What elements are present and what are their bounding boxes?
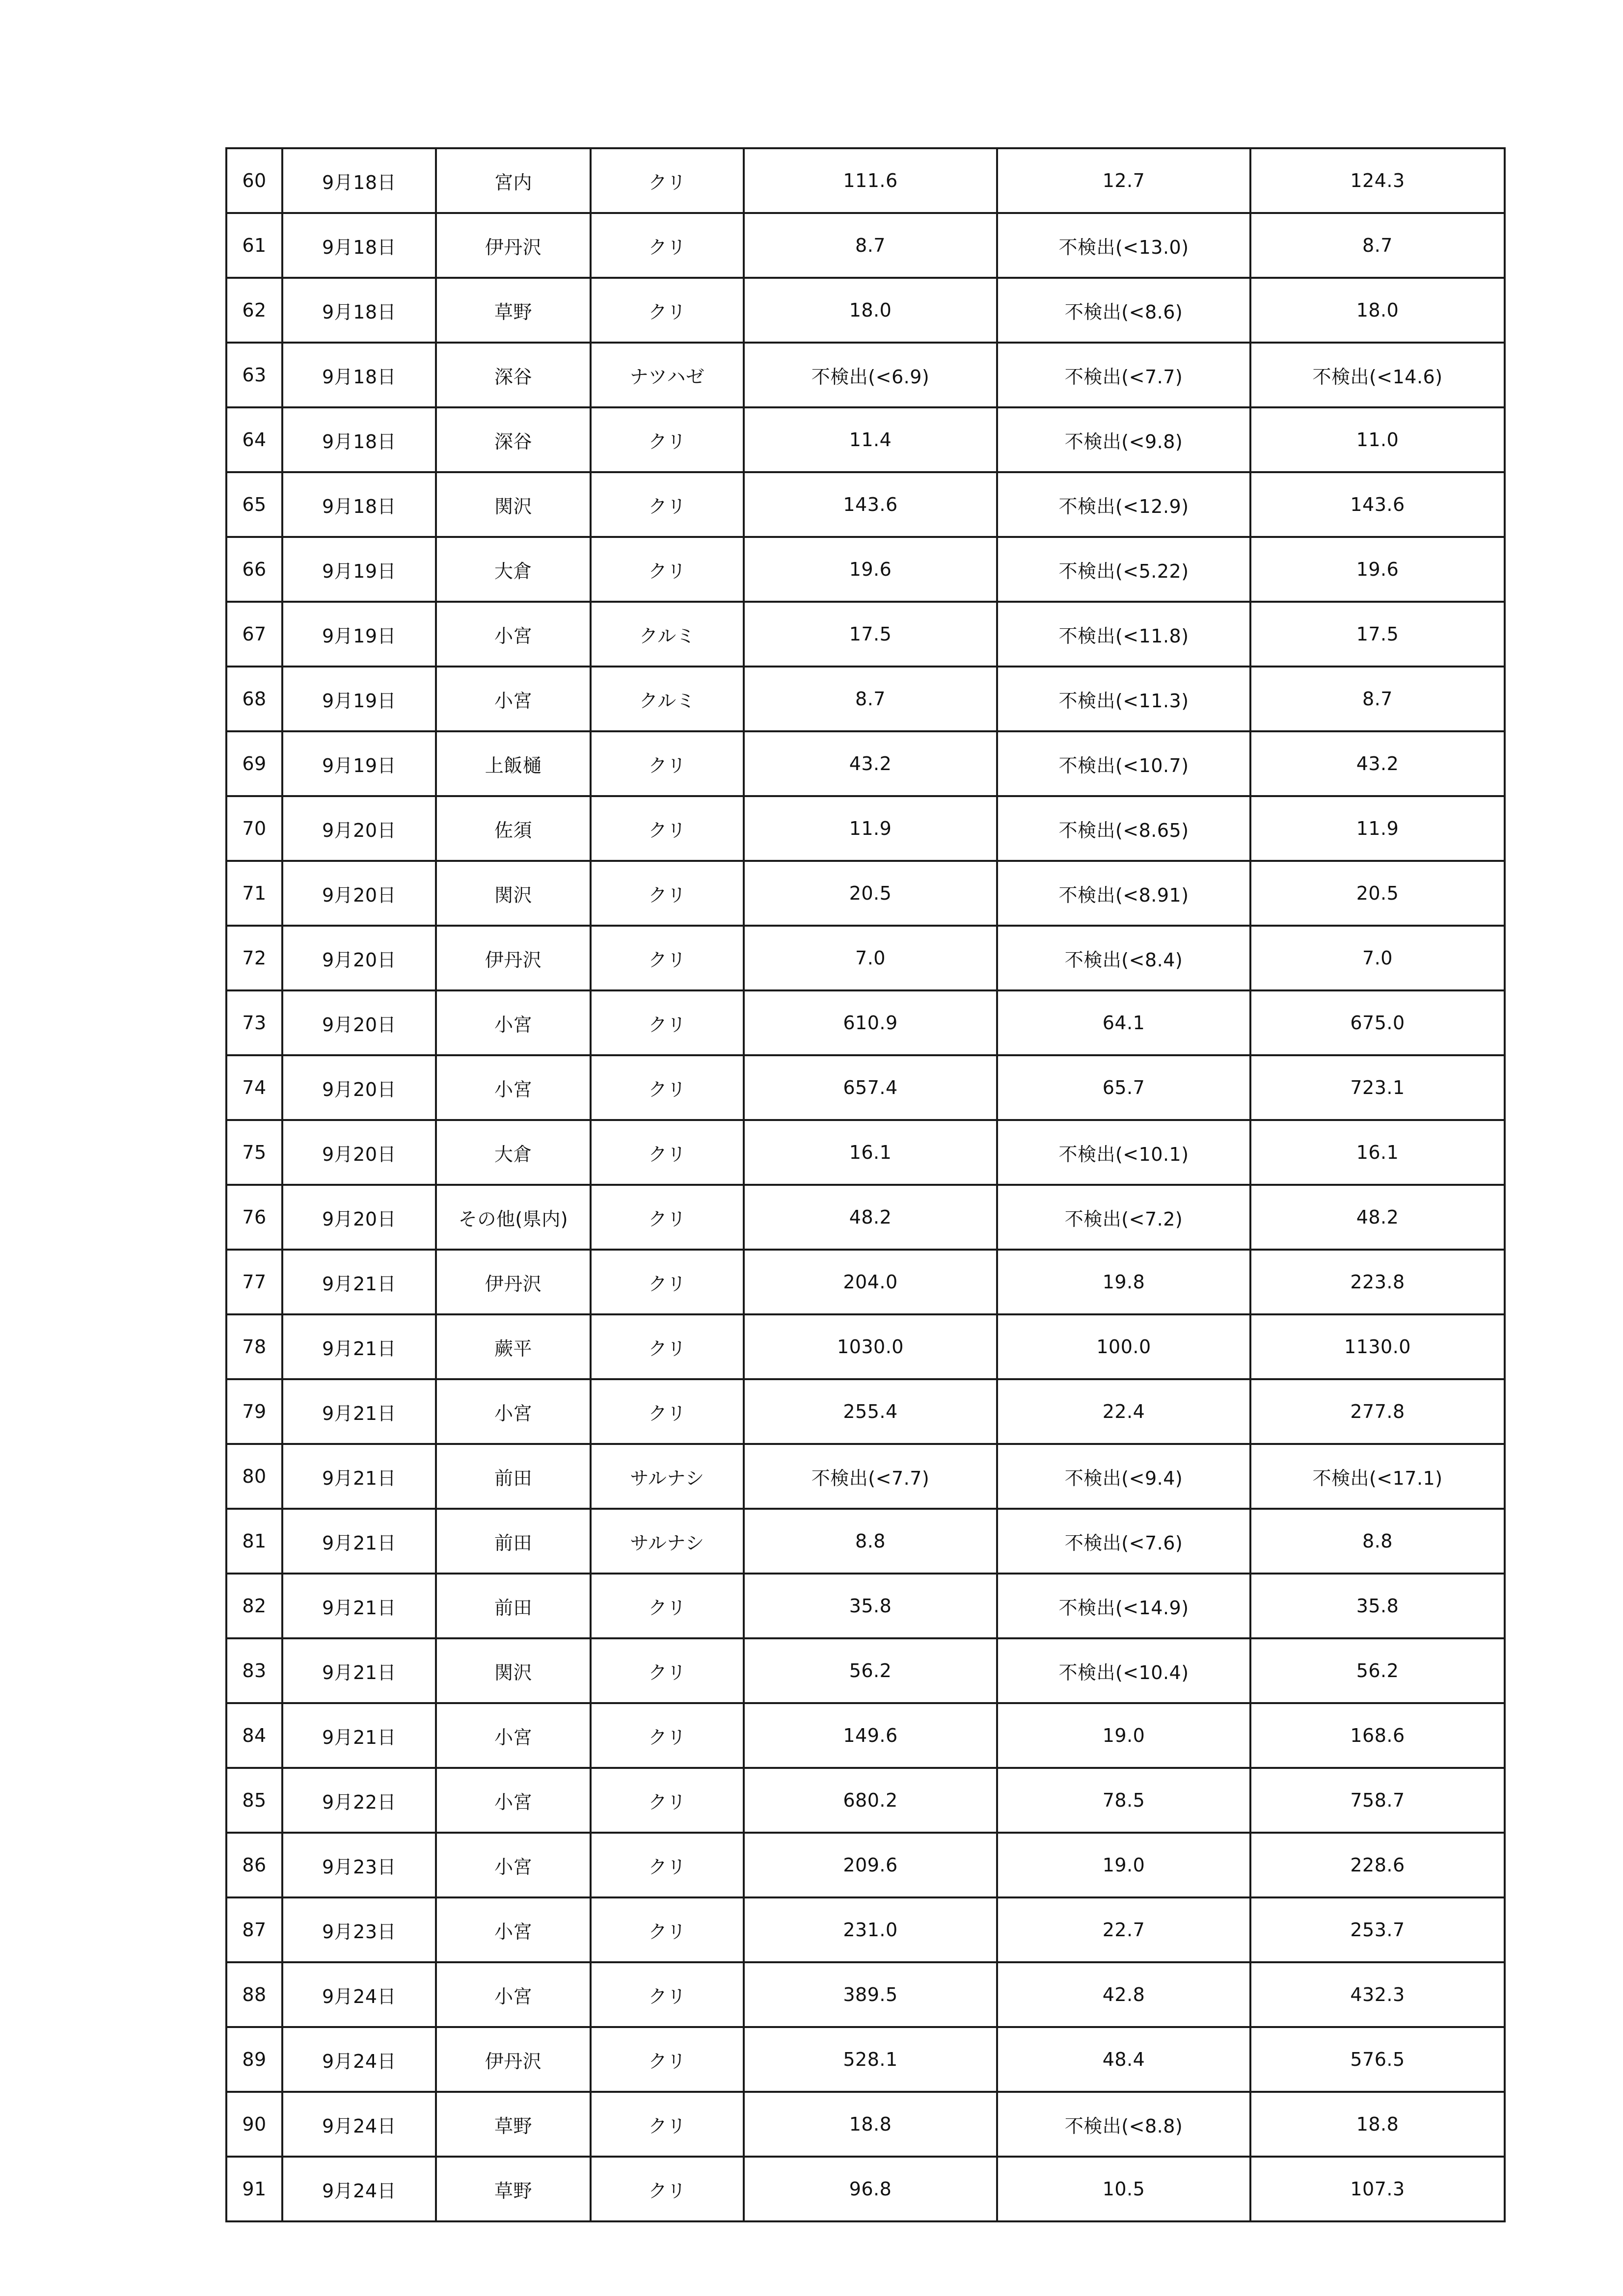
row-number-cell: 80 — [226, 1444, 282, 1509]
table-row — [226, 148, 1505, 213]
value-1-cell: 96.8 — [744, 2157, 997, 2221]
table-row — [226, 926, 1505, 990]
date-cell: 9月20日 — [282, 861, 436, 926]
value-1-cell: 17.5 — [744, 602, 997, 667]
row-number-cell: 60 — [226, 148, 282, 213]
area-cell: 小宮 — [436, 1703, 591, 1768]
date-cell: 9月18日 — [282, 407, 436, 472]
row-number-cell: 91 — [226, 2157, 282, 2221]
area-cell: 前田 — [436, 1444, 591, 1509]
value-1-cell: 43.2 — [744, 731, 997, 796]
item-cell: クルミ — [591, 667, 744, 731]
row-number-cell: 62 — [226, 278, 282, 343]
item-cell: クリ — [591, 1250, 744, 1314]
date-cell: 9月21日 — [282, 1250, 436, 1314]
value-3-cell: 不検出(<17.1) — [1250, 1444, 1505, 1509]
value-2-cell: 不検出(<9.8) — [997, 407, 1250, 472]
item-cell: クリ — [591, 990, 744, 1055]
row-number-cell: 68 — [226, 667, 282, 731]
item-cell: クリ — [591, 1379, 744, 1444]
area-cell: 小宮 — [436, 667, 591, 731]
value-1-cell: 11.4 — [744, 407, 997, 472]
area-cell: 伊丹沢 — [436, 2027, 591, 2092]
value-2-cell: 不検出(<11.3) — [997, 667, 1250, 731]
area-cell: 上飯樋 — [436, 731, 591, 796]
item-cell: クリ — [591, 1574, 744, 1638]
date-cell: 9月21日 — [282, 1444, 436, 1509]
item-cell: クリ — [591, 731, 744, 796]
item-cell: クリ — [591, 796, 744, 861]
item-cell: クリ — [591, 861, 744, 926]
table-row — [226, 1703, 1505, 1768]
row-number-cell: 65 — [226, 472, 282, 537]
value-2-cell: 不検出(<13.0) — [997, 213, 1250, 278]
value-2-cell: 不検出(<8.65) — [997, 796, 1250, 861]
table-row — [226, 1768, 1505, 1833]
value-1-cell: 149.6 — [744, 1703, 997, 1768]
area-cell: 前田 — [436, 1509, 591, 1574]
area-cell: 小宮 — [436, 1897, 591, 1962]
area-cell: 深谷 — [436, 407, 591, 472]
value-2-cell: 不検出(<5.22) — [997, 537, 1250, 602]
value-2-cell: 不検出(<10.7) — [997, 731, 1250, 796]
value-3-cell: 223.8 — [1250, 1250, 1505, 1314]
item-cell: クリ — [591, 1638, 744, 1703]
date-cell: 9月21日 — [282, 1574, 436, 1638]
value-3-cell: 8.7 — [1250, 213, 1505, 278]
value-2-cell: 不検出(<7.6) — [997, 1509, 1250, 1574]
date-cell: 9月21日 — [282, 1638, 436, 1703]
item-cell: クリ — [591, 2157, 744, 2221]
area-cell: 伊丹沢 — [436, 213, 591, 278]
date-cell: 9月21日 — [282, 1509, 436, 1574]
item-cell: クリ — [591, 1120, 744, 1185]
area-cell: 小宮 — [436, 1768, 591, 1833]
measurement-table — [225, 147, 1506, 2222]
date-cell: 9月19日 — [282, 537, 436, 602]
item-cell: クルミ — [591, 602, 744, 667]
value-2-cell: 不検出(<8.91) — [997, 861, 1250, 926]
table-row — [226, 1120, 1505, 1185]
row-number-cell: 81 — [226, 1509, 282, 1574]
date-cell: 9月19日 — [282, 731, 436, 796]
area-cell: 小宮 — [436, 602, 591, 667]
item-cell: クリ — [591, 213, 744, 278]
table-row — [226, 1962, 1505, 2027]
value-2-cell: 不検出(<14.9) — [997, 1574, 1250, 1638]
table-row — [226, 2157, 1505, 2221]
value-3-cell: 723.1 — [1250, 1055, 1505, 1120]
value-2-cell: 100.0 — [997, 1314, 1250, 1379]
item-cell: ナツハゼ — [591, 343, 744, 407]
value-1-cell: 610.9 — [744, 990, 997, 1055]
area-cell: 蕨平 — [436, 1314, 591, 1379]
value-1-cell: 8.7 — [744, 667, 997, 731]
area-cell: 関沢 — [436, 1638, 591, 1703]
value-3-cell: 253.7 — [1250, 1897, 1505, 1962]
row-number-cell: 90 — [226, 2092, 282, 2157]
date-cell: 9月23日 — [282, 1897, 436, 1962]
table-row — [226, 1833, 1505, 1897]
row-number-cell: 74 — [226, 1055, 282, 1120]
value-1-cell: 20.5 — [744, 861, 997, 926]
value-2-cell: 19.0 — [997, 1703, 1250, 1768]
item-cell: サルナシ — [591, 1509, 744, 1574]
item-cell: クリ — [591, 1055, 744, 1120]
value-3-cell: 11.0 — [1250, 407, 1505, 472]
value-1-cell: 19.6 — [744, 537, 997, 602]
area-cell: 前田 — [436, 1574, 591, 1638]
table-body — [226, 148, 1505, 2221]
value-1-cell: 7.0 — [744, 926, 997, 990]
area-cell: 小宮 — [436, 1379, 591, 1444]
item-cell: クリ — [591, 2092, 744, 2157]
value-2-cell: 22.4 — [997, 1379, 1250, 1444]
row-number-cell: 66 — [226, 537, 282, 602]
value-2-cell: 不検出(<8.8) — [997, 2092, 1250, 2157]
value-1-cell: 680.2 — [744, 1768, 997, 1833]
value-2-cell: 不検出(<10.4) — [997, 1638, 1250, 1703]
table-row — [226, 602, 1505, 667]
area-cell: 佐須 — [436, 796, 591, 861]
value-3-cell: 8.7 — [1250, 667, 1505, 731]
table-row — [226, 667, 1505, 731]
row-number-cell: 64 — [226, 407, 282, 472]
value-2-cell: 不検出(<8.6) — [997, 278, 1250, 343]
item-cell: クリ — [591, 1703, 744, 1768]
value-3-cell: 143.6 — [1250, 472, 1505, 537]
value-2-cell: 不検出(<8.4) — [997, 926, 1250, 990]
row-number-cell: 71 — [226, 861, 282, 926]
value-2-cell: 42.8 — [997, 1962, 1250, 2027]
value-2-cell: 22.7 — [997, 1897, 1250, 1962]
row-number-cell: 78 — [226, 1314, 282, 1379]
value-1-cell: 657.4 — [744, 1055, 997, 1120]
date-cell: 9月21日 — [282, 1314, 436, 1379]
table-row — [226, 1250, 1505, 1314]
area-cell: 小宮 — [436, 1833, 591, 1897]
value-3-cell: 228.6 — [1250, 1833, 1505, 1897]
row-number-cell: 83 — [226, 1638, 282, 1703]
area-cell: 伊丹沢 — [436, 1250, 591, 1314]
row-number-cell: 88 — [226, 1962, 282, 2027]
value-2-cell: 不検出(<7.2) — [997, 1185, 1250, 1250]
value-1-cell: 8.8 — [744, 1509, 997, 1574]
table-row — [226, 1444, 1505, 1509]
value-1-cell: 1030.0 — [744, 1314, 997, 1379]
table-row — [226, 1897, 1505, 1962]
item-cell: クリ — [591, 148, 744, 213]
item-cell: クリ — [591, 1897, 744, 1962]
table-row — [226, 1185, 1505, 1250]
table-row — [226, 1314, 1505, 1379]
item-cell: クリ — [591, 472, 744, 537]
value-1-cell: 389.5 — [744, 1962, 997, 2027]
item-cell: クリ — [591, 1185, 744, 1250]
value-1-cell: 255.4 — [744, 1379, 997, 1444]
item-cell: クリ — [591, 1768, 744, 1833]
value-1-cell: 不検出(<6.9) — [744, 343, 997, 407]
area-cell: 深谷 — [436, 343, 591, 407]
date-cell: 9月24日 — [282, 2157, 436, 2221]
item-cell: クリ — [591, 278, 744, 343]
table-row — [226, 731, 1505, 796]
date-cell: 9月20日 — [282, 1120, 436, 1185]
value-3-cell: 35.8 — [1250, 1574, 1505, 1638]
date-cell: 9月20日 — [282, 926, 436, 990]
date-cell: 9月21日 — [282, 1703, 436, 1768]
table-row — [226, 796, 1505, 861]
table-row — [226, 1638, 1505, 1703]
date-cell: 9月24日 — [282, 2092, 436, 2157]
item-cell: クリ — [591, 407, 744, 472]
area-cell: 伊丹沢 — [436, 926, 591, 990]
value-1-cell: 209.6 — [744, 1833, 997, 1897]
date-cell: 9月24日 — [282, 2027, 436, 2092]
area-cell: 小宮 — [436, 990, 591, 1055]
date-cell: 9月19日 — [282, 602, 436, 667]
area-cell: 小宮 — [436, 1055, 591, 1120]
value-3-cell: 19.6 — [1250, 537, 1505, 602]
item-cell: クリ — [591, 1314, 744, 1379]
value-2-cell: 12.7 — [997, 148, 1250, 213]
date-cell: 9月20日 — [282, 990, 436, 1055]
date-cell: 9月20日 — [282, 796, 436, 861]
row-number-cell: 67 — [226, 602, 282, 667]
value-1-cell: 8.7 — [744, 213, 997, 278]
value-3-cell: 18.0 — [1250, 278, 1505, 343]
value-1-cell: 111.6 — [744, 148, 997, 213]
value-1-cell: 204.0 — [744, 1250, 997, 1314]
row-number-cell: 79 — [226, 1379, 282, 1444]
value-3-cell: 1130.0 — [1250, 1314, 1505, 1379]
item-cell: クリ — [591, 926, 744, 990]
value-1-cell: 231.0 — [744, 1897, 997, 1962]
value-3-cell: 8.8 — [1250, 1509, 1505, 1574]
item-cell: サルナシ — [591, 1444, 744, 1509]
value-3-cell: 758.7 — [1250, 1768, 1505, 1833]
table-row — [226, 1574, 1505, 1638]
value-3-cell: 124.3 — [1250, 148, 1505, 213]
value-3-cell: 48.2 — [1250, 1185, 1505, 1250]
row-number-cell: 77 — [226, 1250, 282, 1314]
value-3-cell: 168.6 — [1250, 1703, 1505, 1768]
row-number-cell: 86 — [226, 1833, 282, 1897]
date-cell: 9月18日 — [282, 343, 436, 407]
table-row — [226, 2027, 1505, 2092]
area-cell: 草野 — [436, 2092, 591, 2157]
value-1-cell: 56.2 — [744, 1638, 997, 1703]
table-row — [226, 1509, 1505, 1574]
table-row — [226, 861, 1505, 926]
value-3-cell: 7.0 — [1250, 926, 1505, 990]
value-3-cell: 11.9 — [1250, 796, 1505, 861]
table-row — [226, 1055, 1505, 1120]
value-3-cell: 107.3 — [1250, 2157, 1505, 2221]
area-cell: 大倉 — [436, 537, 591, 602]
value-3-cell: 43.2 — [1250, 731, 1505, 796]
value-3-cell: 576.5 — [1250, 2027, 1505, 2092]
row-number-cell: 75 — [226, 1120, 282, 1185]
value-1-cell: 528.1 — [744, 2027, 997, 2092]
value-1-cell: 18.8 — [744, 2092, 997, 2157]
value-2-cell: 10.5 — [997, 2157, 1250, 2221]
value-3-cell: 16.1 — [1250, 1120, 1505, 1185]
item-cell: クリ — [591, 1833, 744, 1897]
date-cell: 9月24日 — [282, 1962, 436, 2027]
row-number-cell: 82 — [226, 1574, 282, 1638]
item-cell: クリ — [591, 537, 744, 602]
date-cell: 9月21日 — [282, 1379, 436, 1444]
area-cell: 大倉 — [436, 1120, 591, 1185]
value-3-cell: 不検出(<14.6) — [1250, 343, 1505, 407]
value-2-cell: 48.4 — [997, 2027, 1250, 2092]
value-1-cell: 不検出(<7.7) — [744, 1444, 997, 1509]
value-2-cell: 不検出(<11.8) — [997, 602, 1250, 667]
value-2-cell: 78.5 — [997, 1768, 1250, 1833]
table-row — [226, 407, 1505, 472]
table-row — [226, 990, 1505, 1055]
value-1-cell: 35.8 — [744, 1574, 997, 1638]
area-cell: 小宮 — [436, 1962, 591, 2027]
area-cell: 草野 — [436, 2157, 591, 2221]
value-1-cell: 143.6 — [744, 472, 997, 537]
value-3-cell: 277.8 — [1250, 1379, 1505, 1444]
value-2-cell: 不検出(<7.7) — [997, 343, 1250, 407]
value-2-cell: 19.8 — [997, 1250, 1250, 1314]
value-1-cell: 48.2 — [744, 1185, 997, 1250]
row-number-cell: 84 — [226, 1703, 282, 1768]
table-row — [226, 537, 1505, 602]
row-number-cell: 70 — [226, 796, 282, 861]
value-2-cell: 64.1 — [997, 990, 1250, 1055]
value-1-cell: 18.0 — [744, 278, 997, 343]
date-cell: 9月22日 — [282, 1768, 436, 1833]
row-number-cell: 85 — [226, 1768, 282, 1833]
date-cell: 9月20日 — [282, 1185, 436, 1250]
value-2-cell: 65.7 — [997, 1055, 1250, 1120]
table-row — [226, 472, 1505, 537]
table-row — [226, 213, 1505, 278]
row-number-cell: 72 — [226, 926, 282, 990]
date-cell: 9月20日 — [282, 1055, 436, 1120]
area-cell: その他(県内) — [436, 1185, 591, 1250]
row-number-cell: 63 — [226, 343, 282, 407]
date-cell: 9月18日 — [282, 148, 436, 213]
value-2-cell: 不検出(<9.4) — [997, 1444, 1250, 1509]
date-cell: 9月18日 — [282, 472, 436, 537]
date-cell: 9月19日 — [282, 667, 436, 731]
row-number-cell: 87 — [226, 1897, 282, 1962]
value-3-cell: 20.5 — [1250, 861, 1505, 926]
row-number-cell: 76 — [226, 1185, 282, 1250]
date-cell: 9月23日 — [282, 1833, 436, 1897]
table-row — [226, 1379, 1505, 1444]
area-cell: 宮内 — [436, 148, 591, 213]
value-3-cell: 675.0 — [1250, 990, 1505, 1055]
value-3-cell: 18.8 — [1250, 2092, 1505, 2157]
value-3-cell: 56.2 — [1250, 1638, 1505, 1703]
value-3-cell: 432.3 — [1250, 1962, 1505, 2027]
value-2-cell: 不検出(<12.9) — [997, 472, 1250, 537]
date-cell: 9月18日 — [282, 213, 436, 278]
value-1-cell: 16.1 — [744, 1120, 997, 1185]
value-3-cell: 17.5 — [1250, 602, 1505, 667]
row-number-cell: 73 — [226, 990, 282, 1055]
item-cell: クリ — [591, 2027, 744, 2092]
item-cell: クリ — [591, 1962, 744, 2027]
row-number-cell: 89 — [226, 2027, 282, 2092]
table-row — [226, 278, 1505, 343]
table-row — [226, 2092, 1505, 2157]
table-row — [226, 343, 1505, 407]
area-cell: 関沢 — [436, 472, 591, 537]
value-2-cell: 不検出(<10.1) — [997, 1120, 1250, 1185]
value-1-cell: 11.9 — [744, 796, 997, 861]
row-number-cell: 61 — [226, 213, 282, 278]
value-2-cell: 19.0 — [997, 1833, 1250, 1897]
date-cell: 9月18日 — [282, 278, 436, 343]
area-cell: 草野 — [436, 278, 591, 343]
area-cell: 関沢 — [436, 861, 591, 926]
row-number-cell: 69 — [226, 731, 282, 796]
